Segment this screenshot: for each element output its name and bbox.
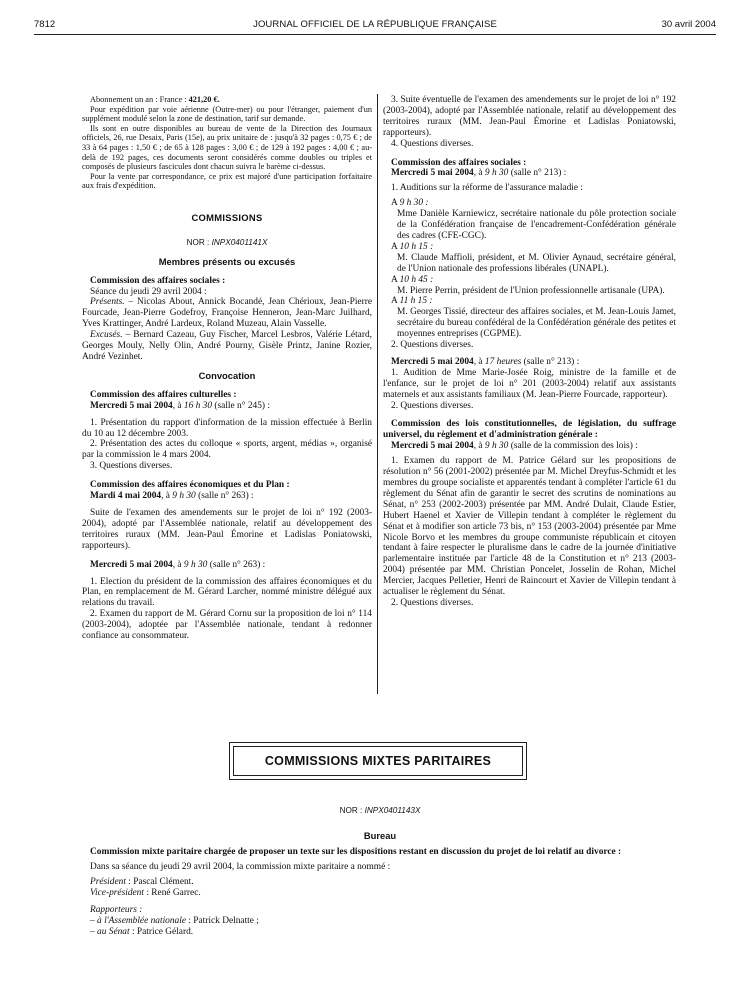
lois-date: Mercredi 5 mai 2004, à 9 h 30 (salle de la commission des lois) : <box>391 441 638 452</box>
nor-reference: NOR : INPX0401143X <box>339 806 421 815</box>
seance-line: Séance du jeudi 29 avril 2004 : <box>90 286 207 297</box>
president-line: Président : Pascal Clément. <box>90 877 194 887</box>
agenda-item: 3. Suite éventuelle de l'examen des amendements sur le projet de loi n° 192 (2003-2004), adopté par l'Assemblée nationale, relatif au développement des territoires ruraux (MM. Jean-Paul Émorine et Ladislas Poniatowski, rapporteurs). <box>383 95 676 138</box>
agenda-item: 2. Questions diverses. <box>391 400 474 411</box>
agenda-item: 3. Questions diverses. <box>90 461 173 472</box>
agenda-item: 1. Audition de Mme Marie-Josée Roig, ministre de la famille et de l'enfance, sur le projet de loi n° 201 (2003-2004) relatif aux assistants maternels et aux assistants familiaux (M. Jean-Pierre Fourcade, rapporteur). <box>383 367 676 400</box>
hearing-text: M. Claude Maffioli, président, et M. Olivier Aynaud, secrétaire général, de l'Union nationale des professions libérales (UNAPL). <box>397 252 676 274</box>
culturelles-date: Mercredi 5 mai 2004, à 16 h 30 (salle n° 245) : <box>90 400 270 411</box>
correspondance-paragraph: Pour la vente par correspondance, ce prix est majoré d'une participation forfaitaire aux frais d'expédition. <box>82 171 372 191</box>
sociales-commission-title: Commission des affaires sociales : <box>90 275 226 286</box>
cmp-commission-title: Commission mixte paritaire chargée de proposer un texte sur les dispositions restant en discussion du projet de loi relatif au divorce : <box>90 847 622 857</box>
rapporteur-senat-line: – au Sénat : Patrice Gélard. <box>90 927 194 937</box>
rapporteurs-label: Rapporteurs : <box>90 905 143 915</box>
hearing-text: M. Georges Tissié, directeur des affaires sociales, et M. Jean-Louis Jamet, secrétaire du bureau confédéral de la Confédération générale des petites et moyennes entreprises (CGPME). <box>397 307 676 340</box>
sociales-date: Mercredi 5 mai 2004, à 9 h 30 (salle n° 213) : <box>391 168 567 179</box>
lois-commission-title: Commission des lois constitutionnelles, de législation, du suffrage universel, du règlement et d'administration générale : <box>383 419 676 441</box>
expedition-paragraph: Pour expédition par voie aérienne (Outre-mer) ou pour l'étranger, paiement d'un supplément modulé selon la zone de destination, tarif sur demande. <box>82 104 372 124</box>
seance-line: Dans sa séance du jeudi 29 avril 2004, la commission mixte paritaire a nommé : <box>90 862 391 872</box>
rapporteur-an-line: – à l'Assemblée nationale : Patrick Delnatte ; <box>90 916 259 926</box>
excuses-paragraph: Excusés. – Bernard Cazeau, Guy Fischer, Marcel Lesbros, Valérie Létard, Georges Mouly, Nelly Olin, André Pourny, Gisèle Printz, Janine Rozier, André Vezinhet. <box>82 330 372 362</box>
page-number: 7812 <box>34 19 56 30</box>
agenda-item: Suite de l'examen des amendements sur le projet de loi n° 192 (2003-2004), adopté par l'Assemblée nationale, relatif au développement des territoires ruraux (MM. Jean-Paul Émorine et Ladislas Poniatowski, rapporteurs). <box>82 507 372 551</box>
convocation-heading: Convocation <box>198 369 256 381</box>
agenda-item: 1. Examen du rapport de M. Patrice Gélard sur les propositions de résolution n° 56 (2001-2002) présentée par M. Michel Dreyfus-Schmidt et les membres du groupe socialiste et apparentés tendant à compléter l'article 61 du règlement du Sénat afin de garantir le secret des scrutins de nominations au Sénat, n° 253 (2002-2003) présentée par MM. André Dulait, Claude Estier, Hubert Haenel et Xavier de Villepin tendant à compléter le règlement du Sénat et à modifier son article 73 bis, n° 153 (2003-2004) présentée par Mme Nicole Borvo et les membres du groupe communiste républicain et citoyen tendant à faire respecter le pluralisme dans le cadre de la journée d'initiative parlementaire instituée par l'article 48 de la Constitution et n° 213 (2003-2004) présentée par MM. Christian Poncelet, Josselin de Rohan, Michel Mercier, Jacques Pelletier, Henri de Raincourt et Xavier de Villepin tendant à actualiser le règlement du Sénat. <box>383 456 676 598</box>
header-rule <box>34 34 716 35</box>
page-header <box>34 19 716 33</box>
agenda-item: 1. Auditions sur la réforme de l'assurance maladie : <box>391 183 583 194</box>
issue-date: 30 avril 2004 <box>661 19 716 30</box>
journal-title: JOURNAL OFFICIEL DE LA RÉPUBLIQUE FRANÇAISE <box>253 19 497 30</box>
presents-paragraph: Présents. – Nicolas About, Annick Bocandé, Jean Chérioux, Jean-Pierre Fourcade, Jean-Pierre Godefroy, Françoise Henneron, Jean-Marc Juilhard, Yves Krattinger, André Lardeux, Roland Muzeau, Alain Vasselle. <box>82 297 372 330</box>
bureau-heading: Bureau <box>363 830 397 841</box>
sociales-commission-title: Commission des affaires sociales : <box>391 157 527 168</box>
economiques-date-2: Mercredi 5 mai 2004, à 9 h 30 (salle n° 263) : <box>90 559 266 570</box>
membres-heading: Membres présents ou excusés <box>158 255 296 267</box>
economiques-commission-title: Commission des affaires économiques et du Plan : <box>90 480 290 491</box>
agenda-item: 2. Présentation des actes du colloque « sports, argent, médias », organisé par la commission le 4 mars 2004. <box>82 439 372 461</box>
column-divider <box>377 94 378 694</box>
hearing-time: A 11 h 15 : <box>391 296 433 307</box>
left-column <box>82 95 372 642</box>
sociales-date-2: Mercredi 5 mai 2004, à 17 heures (salle n° 213) : <box>391 356 580 367</box>
disponibles-paragraph: Ils sont en outre disponibles au bureau de vente de la Direction des Journaux officiels, 26, rue Desaix, Paris (15e), au prix unitaire de : jusqu'à 32 pages : 0,75 € ; de 33 à 64 pages : 1,50 € ; de 65 à 128 pages : 3,00 € ; de 129 à 192 pages : 4,00 € ; au-delà de 192 pages, ces documents seront considérés comme doubles ou triples et composés de plusieurs fascicules dont chacun suivra le barème ci-dessus. <box>82 123 372 172</box>
agenda-item: 4. Questions diverses. <box>391 138 474 149</box>
culturelles-commission-title: Commission des affaires culturelles : <box>90 389 237 400</box>
agenda-item: 2. Questions diverses. <box>391 340 474 351</box>
hearing-text: Mme Danièle Karniewicz, secrétaire nationale du pôle protection sociale de la Confédération française de l'encadrement-Confédération générale des cadres (CFE-CGC). <box>397 209 676 241</box>
hearing-time: A 9 h 30 : <box>391 198 429 209</box>
hearing-time: A 10 h 15 : <box>391 241 434 252</box>
hearing-time: A 10 h 45 : <box>391 274 434 285</box>
nor-reference: NOR : INPX0401141X <box>186 237 268 247</box>
economiques-date: Mardi 4 mai 2004, à 9 h 30 (salle n° 263) : <box>90 491 254 502</box>
agenda-item: 2. Questions diverses. <box>391 597 474 608</box>
cmp-title: COMMISSIONS MIXTES PARITAIRES <box>233 746 523 776</box>
cmp-title-box <box>229 742 527 780</box>
agenda-item: 1. Election du président de la commission des affaires économiques et du Plan, en remplacement de M. Gérard Larcher, nommé ministre délégué aux relations du travail. <box>82 576 372 609</box>
bottom-section <box>82 805 678 938</box>
commissions-heading: COMMISSIONS <box>191 211 263 223</box>
right-column <box>383 95 676 609</box>
agenda-item: 1. Présentation du rapport d'information de la mission effectuée à Berlin du 10 au 12 décembre 2003. <box>82 417 372 439</box>
agenda-item: 2. Examen du rapport de M. Gérard Cornu sur la proposition de loi n° 114 (2003-2004), adoptée par l'Assemblée nationale, tendant à redonner confiance au consommateur. <box>82 609 372 642</box>
abonnement-line: Abonnement un an : France : 421,20 €. <box>90 95 220 104</box>
hearing-text: M. Pierre Perrin, président de l'Union professionnelle artisanale (UPA). <box>397 285 665 296</box>
vice-president-line: Vice-président : René Garrec. <box>90 888 201 898</box>
